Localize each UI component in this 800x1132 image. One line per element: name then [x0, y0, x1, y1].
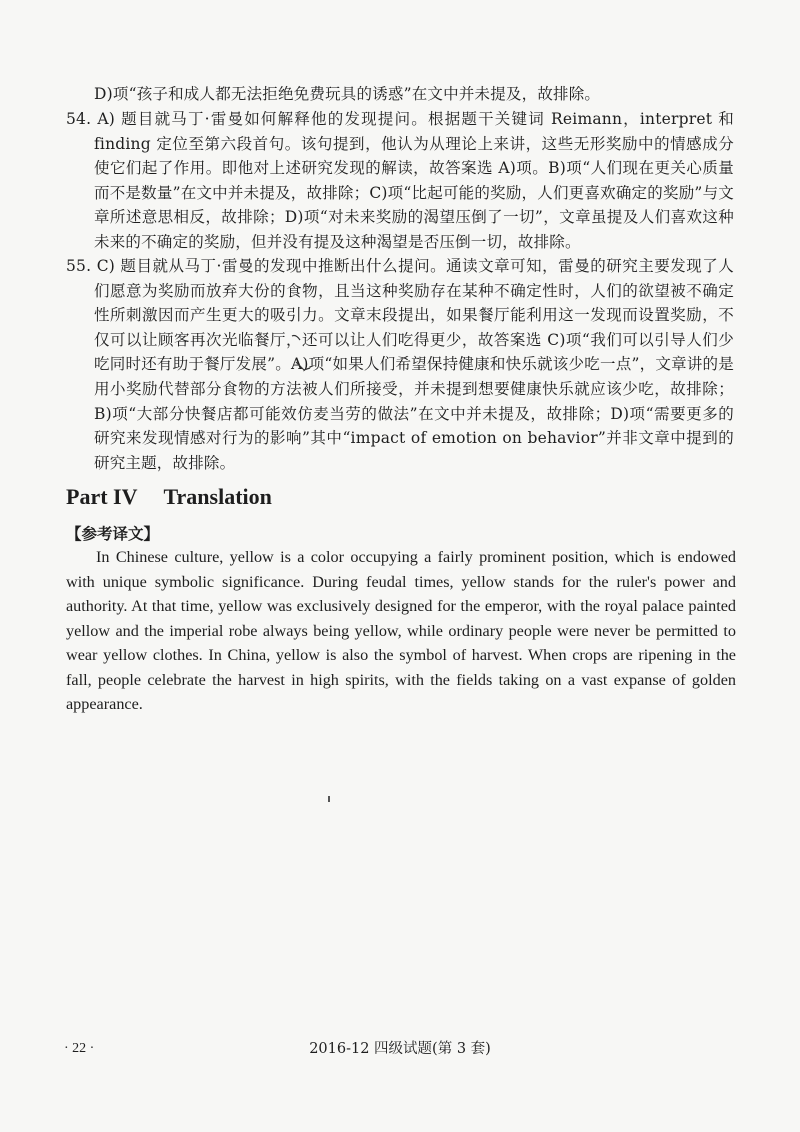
pen-annotation-mark [290, 332, 336, 376]
exam-title: 2016-12 四级试题(第 3 套) [309, 1041, 491, 1057]
reference-translation-label: 【参考译文】 [66, 524, 160, 543]
answer-explanation-55: 55. C) 题目就从马丁·雷曼的发现中推断出什么提问。通读文章可知，雷曼的研究主要发现了人们愿意为奖励而放弃大份的食物，且当这种奖励存在某种不确定性时，人们的欲望被不确定性所刺激因而产生更大的吸引力。文章末段提出，如果餐厅能利用这一发现而设置奖励，不仅可以让顾客再次光临餐厅，还可以让人们吃得更少，故答案选 C)项“我们可以引导人们少吃同时还有助于餐厅发展”。A)项“如果人们希望保持健康和快乐就该少吃一点”，文章讲的是用小奖励代替部分食物的方法被人们所接受，并未提到想要健康快乐就应该少吃，故排除；B)项“大部分快餐店都可能效仿麦当劳的做法”在文中并未提及，故排除；D)项“需要更多的研究来发现情感对行为的影响”其中“impact of emotion on behavior”并非文章中提到的研究主题，故排除。 [66, 257, 734, 472]
answer-explanation-54: 54. A) 题目就马丁·雷曼如何解释他的发现提问。根据题干关键词 Reimann，interpret 和 finding 定位至第六段首句。该句提到，他认为从理论上来讲，这些无形奖励中的情感成分使它们起了作用。即他对上述研究发现的解读，故答案选 A)项。B)项“人们现在更关心质量而不是数量”在文中并未提及，故排除；C)项“比起可能的奖励，人们更喜欢确定的奖励”与文章所述意思相反，故排除；D)项“对未来奖励的渴望压倒了一切”，文章虽提及人们喜欢这种未来的不确定的奖励，但并没有提及这种渴望是否压倒一切，故排除。 [66, 110, 734, 251]
answer-d-continuation: D)项“孩子和成人都无法拒绝免费玩具的诱惑”在文中并未提及，故排除。 [94, 85, 601, 103]
part-number: Part IV [66, 484, 138, 509]
section-heading [66, 482, 272, 512]
part-title: Translation [163, 484, 272, 509]
reference-translation-text: In Chinese culture, yellow is a color occupying a fairly prominent position, which is endowed with unique symbolic significance. During feudal times, yellow stands for the ruler's power and authority. At that time, yellow was exclusively designed for the emperor, with the royal palace painted yellow and the imperial robe always being yellow, while ordinary people were never be permitted to wear yellow clothes. In China, yellow is also the symbol of harvest. When crops are ripening in the fall, people celebrate the harvest in high spirits, with the fields taking on a vast expanse of golden appearance. [66, 548, 736, 713]
page-number: · 22 · [64, 1041, 95, 1056]
scan-speck [328, 796, 330, 802]
